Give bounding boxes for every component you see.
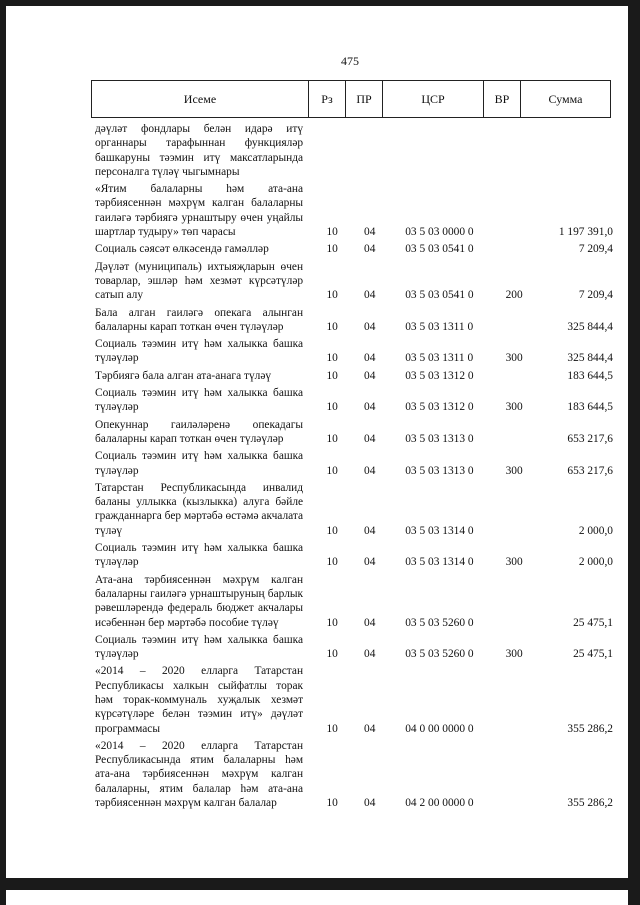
- cell-name: Дәүләт (муниципаль) ихтыяҗларын өчен товарлар, эшләр һәм хезмәт күрсәтүләр сатып алу: [95, 260, 304, 302]
- scan-edge-right: [628, 0, 640, 905]
- cell-name: «2014 – 2020 елларга Татарстан Республикасы халкын сыйфатлы торак һәм торак-коммуналь хуҗалык хезмәт күрсәтүләре белән тәэмин итү» дәүләт программасы: [95, 665, 304, 735]
- cell-rz: 10: [326, 320, 338, 333]
- table-row: [95, 122, 613, 179]
- cell-sum: 183 644,5: [567, 401, 613, 414]
- cell-pr: 04: [364, 524, 376, 537]
- table-row: [95, 573, 613, 630]
- cell-rz: 10: [326, 243, 338, 256]
- header-csr: ЦСР: [383, 81, 484, 118]
- page-number: 475: [341, 54, 359, 68]
- cell-name: Социаль тәэмин итү һәм халыкка башка түләүләр: [95, 338, 304, 365]
- cell-rz: 10: [326, 352, 338, 365]
- header-rz: Рз: [309, 81, 346, 118]
- cell-csr: 03 5 03 0541 0: [405, 243, 474, 256]
- cell-name: Социаль тәэмин итү һәм халыкка башка түләүләр: [95, 542, 304, 569]
- cell-sum: 25 475,1: [573, 648, 613, 661]
- cell-sum: 2 000,0: [578, 556, 613, 569]
- cell-rz: 10: [326, 289, 338, 302]
- cell-name: «Ятим балаларны һәм ата-ана тәрбиясеннән мәхрүм калган балаларны гаиләгә тәрбиягә урнаштыру өчен уңайлы шартлар тудыру» төп чарасы: [95, 183, 304, 239]
- cell-sum: 1 197 391,0: [558, 226, 613, 239]
- cell-csr: 03 5 03 0000 0: [405, 226, 474, 239]
- cell-pr: 04: [364, 616, 376, 629]
- cell-pr: 04: [364, 401, 376, 414]
- cell-pr: 04: [364, 722, 376, 735]
- cell-csr: 03 5 03 1314 0: [405, 524, 474, 537]
- cell-csr: 03 5 03 0541 0: [405, 289, 474, 302]
- cell-rz: 10: [326, 616, 338, 629]
- table-row: [95, 260, 613, 303]
- cell-name: Опекуннар гаиләләренә опекадагы балаларны карап тоткан өчен түләүләр: [95, 418, 304, 445]
- cell-sum: 7 209,4: [578, 289, 613, 302]
- table-row: [95, 633, 613, 662]
- table-header: [91, 80, 611, 118]
- cell-name: Социаль тәэмин итү һәм халыкка башка түләүләр: [95, 633, 304, 661]
- cell-csr: 04 0 00 0000 0: [405, 722, 474, 735]
- cell-csr: 03 5 03 1311 0: [405, 320, 474, 333]
- cell-name: Татарстан Республикасында инвалид баланы уллыкка (кызлыкка) алуга бәйле гражданнарга бер мәртәбә өстәмә акчалата түләү: [95, 481, 304, 537]
- cell-rz: 10: [326, 524, 338, 537]
- cell-pr: 04: [364, 289, 376, 302]
- cell-sum: 25 475,1: [573, 616, 613, 629]
- table-row: [95, 449, 613, 478]
- table-row: [95, 306, 613, 335]
- cell-pr: 04: [364, 243, 376, 256]
- table-row: [95, 739, 613, 810]
- cell-rz: 10: [326, 226, 338, 239]
- cell-pr: 04: [364, 369, 376, 382]
- cell-csr: 03 5 03 1314 0: [405, 556, 474, 569]
- cell-sum: 325 844,4: [567, 320, 613, 333]
- cell-csr: 03 5 03 1313 0: [405, 464, 474, 477]
- cell-rz: 10: [326, 369, 338, 382]
- cell-csr: 03 5 03 5260 0: [405, 648, 474, 661]
- table-row: [95, 369, 613, 383]
- cell-csr: 03 5 03 1312 0: [405, 369, 474, 382]
- cell-csr: 03 5 03 1312 0: [405, 401, 474, 414]
- cell-sum: 653 217,6: [567, 432, 613, 445]
- table-row: [95, 182, 613, 239]
- table-row: [95, 242, 613, 256]
- cell-sum: 653 217,6: [567, 464, 613, 477]
- cell-vr: 300: [505, 648, 523, 661]
- cell-name: Социаль сәясәт өлкәсендә гамәлләр: [95, 243, 269, 256]
- cell-name: Социаль тәэмин итү һәм халыкка башка түләүләр: [95, 450, 304, 477]
- scan-edge-left: [0, 0, 6, 905]
- cell-vr: 300: [505, 556, 523, 569]
- cell-rz: 10: [326, 401, 338, 414]
- cell-pr: 04: [364, 320, 376, 333]
- cell-vr: 300: [505, 352, 523, 365]
- scan-edge-bottom: [0, 878, 628, 890]
- cell-sum: 325 844,4: [567, 352, 613, 365]
- cell-pr: 04: [364, 226, 376, 239]
- cell-sum: 355 286,2: [567, 797, 613, 810]
- table-row: [95, 418, 613, 447]
- cell-pr: 04: [364, 432, 376, 445]
- cell-sum: 7 209,4: [578, 243, 613, 256]
- cell-csr: 04 2 00 0000 0: [405, 797, 474, 810]
- cell-pr: 04: [364, 556, 376, 569]
- cell-name: Ата-ана тәрбиясеннән мәхрүм калган балаларны гаиләгә урнаштыруның барлык рәвешләрендә федераль бюджет акчалары исәбеннән бер мәртәбә пособие түләү: [95, 573, 304, 629]
- cell-rz: 10: [326, 722, 338, 735]
- cell-name: Тәрбиягә бала алган ата-анага түләү: [95, 369, 272, 382]
- budget-table-body: [95, 122, 613, 813]
- cell-rz: 10: [326, 556, 338, 569]
- header-pr: ПР: [346, 81, 383, 118]
- cell-csr: 03 5 03 1311 0: [405, 352, 474, 365]
- cell-rz: 10: [326, 464, 338, 477]
- header-sum: Сумма: [521, 81, 611, 118]
- table-row: [95, 337, 613, 366]
- cell-pr: 04: [364, 797, 376, 810]
- header-vr: ВР: [484, 81, 521, 118]
- cell-rz: 10: [326, 648, 338, 661]
- cell-name: дәүләт фондлары белән идарә итү органнары тарафыннан функцияләр башкаруны тәэмин итү максатларында персоналга түләү чыгымнары: [95, 123, 304, 178]
- cell-name: Бала алган гаиләгә опекага алынган балаларны карап тоткан өчен түләүләр: [95, 306, 304, 333]
- cell-vr: 300: [505, 464, 523, 477]
- cell-sum: 2 000,0: [578, 524, 613, 537]
- cell-name: Социаль тәэмин итү һәм халыкка башка түләүләр: [95, 387, 304, 414]
- header-name: Исеме: [92, 81, 309, 118]
- cell-csr: 03 5 03 1313 0: [405, 432, 474, 445]
- cell-vr: 300: [505, 401, 523, 414]
- cell-name: «2014 – 2020 елларга Татарстан Республикасында ятим балаларны һәм ата-ана тәрбиясеннән мәхрүм калган балаларны, ятим балалар һәм ата-ана тәрбиясеннән мәхрүм калган балалар: [95, 739, 304, 810]
- table-row: [95, 541, 613, 570]
- cell-pr: 04: [364, 648, 376, 661]
- table-row: [95, 386, 613, 415]
- table-row: [95, 481, 613, 538]
- cell-sum: 355 286,2: [567, 722, 613, 735]
- table-row: [95, 664, 613, 735]
- cell-pr: 04: [364, 352, 376, 365]
- scan-edge-top: [0, 0, 640, 6]
- cell-vr: 200: [505, 289, 523, 302]
- cell-rz: 10: [326, 797, 338, 810]
- cell-csr: 03 5 03 5260 0: [405, 616, 474, 629]
- cell-pr: 04: [364, 464, 376, 477]
- cell-rz: 10: [326, 432, 338, 445]
- cell-sum: 183 644,5: [567, 369, 613, 382]
